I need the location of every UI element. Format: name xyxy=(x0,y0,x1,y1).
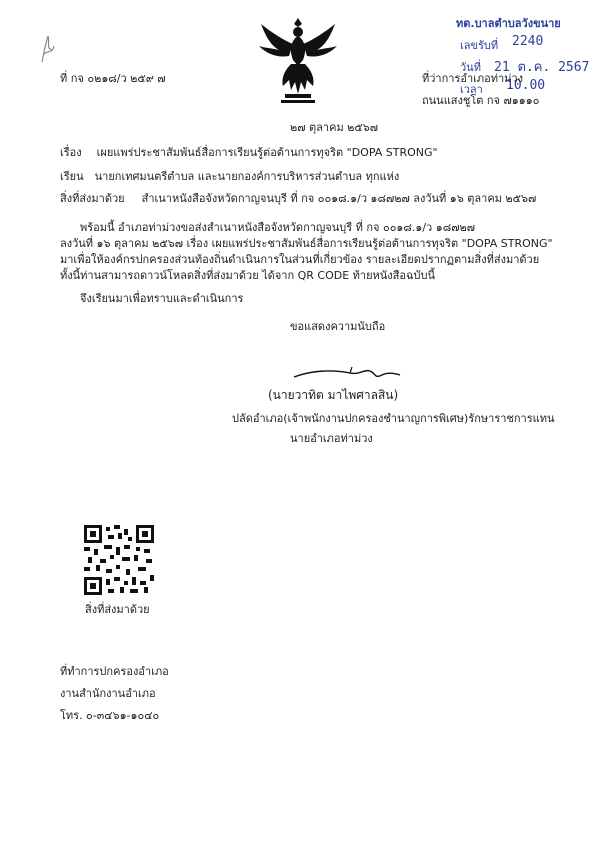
stamp-time-value: 10.00 xyxy=(506,78,546,93)
body-line-3: มาเพื่อให้องค์กรปกครองส่วนท้องถิ่นดำเนินการในส่วนที่เกี่ยวข้อง รายละเอียดปรากฏตามสิ่งที่ส่งมาด้วย xyxy=(60,253,540,266)
document-date: ๒๗ ตุลาคม ๒๕๖๗ xyxy=(290,121,379,134)
signer-position-2: นายอำเภอท่าม่วง xyxy=(290,432,373,445)
stamp-date-label: วันที่ xyxy=(460,61,481,74)
qr-code-icon xyxy=(84,525,154,595)
signer-name: (นายวาทิต มาไพศาลสิน) xyxy=(268,388,399,402)
recipient-label: เรียน xyxy=(60,170,84,183)
stamp-recv-no: 2240 xyxy=(512,34,544,49)
attachment-label: สิ่งที่ส่งมาด้วย xyxy=(60,192,125,205)
stamp-recv-label: เลขรับที่ xyxy=(460,39,499,52)
body-line-2: ลงวันที่ ๑๖ ตุลาคม ๒๕๖๗ เรื่อง เผยแพร่ประชาสัมพันธ์สื่อการเรียนรู้ต่อต้านการทุจริต "DOPA STRONG" xyxy=(60,237,553,250)
body-line-4: ทั้งนี้ท่านสามารถดาวน์โหลดสิ่งที่ส่งมาด้วย ได้จาก QR CODE ท้ายหนังสือฉบับนี้ xyxy=(60,269,435,282)
recipient-row xyxy=(60,170,399,184)
footer-phone: โทร. ๐-๓๔๖๑-๑๐๔๐ xyxy=(60,709,160,722)
body-line-1: พร้อมนี้ อำเภอท่าม่วงขอส่งสำเนาหนังสือจังหวัดกาญจนบุรี ที่ กจ ๐๐๑๘.๑/ว ๑๘๗๒๗ xyxy=(80,221,475,234)
attachment-row xyxy=(60,192,536,206)
office-address-line2: ถนนแสงชูโต กจ ๗๑๑๑๐ xyxy=(422,94,540,107)
signature-scribble xyxy=(290,363,402,385)
attachment-text: สำเนาหนังสือจังหวัดกาญจนบุรี ที่ กจ ๐๐๑๘.๑/ว ๑๘๗๒๗ ลงวันที่ ๑๖ ตุลาคม ๒๕๖๗ xyxy=(141,192,537,205)
footer-line-2: งานสำนักงานอำเภอ xyxy=(60,687,156,700)
qr-caption: สิ่งที่ส่งมาด้วย xyxy=(85,603,150,616)
receipt-stamp xyxy=(432,14,590,104)
footer-line-1: ที่ทำการปกครองอำเภอ xyxy=(60,665,169,678)
body-paragraph xyxy=(60,220,560,284)
subject-row xyxy=(60,146,438,160)
signer-position-1: ปลัดอำเภอ(เจ้าพนักงานปกครองชำนาญการพิเศษ)รักษาราชการแทน xyxy=(232,412,555,425)
closing-request: จึงเรียนมาเพื่อทราบและดำเนินการ xyxy=(80,292,244,305)
garuda-emblem-icon xyxy=(255,14,341,106)
subject-label: เรื่อง xyxy=(60,146,82,159)
office-address-line1: ที่ว่าการอำเภอท่าม่วง xyxy=(422,72,523,85)
stamp-org: ทต.บาลตำบลวังขนาย xyxy=(456,17,561,30)
stamp-time-label: เวลา xyxy=(460,83,483,96)
salutation: ขอแสดงความนับถือ xyxy=(290,320,386,333)
subject-text: เผยแพร่ประชาสัมพันธ์สื่อการเรียนรู้ต่อต้านการทุจริต "DOPA STRONG" xyxy=(96,146,438,159)
reference-number: ที่ กจ ๐๒๑๘/ว ๒๕๙ ๗ xyxy=(60,72,166,85)
handwritten-initials xyxy=(38,32,58,66)
recipient-text: นายกเทศมนตรีตำบล และนายกองค์การบริหารส่วนตำบล ทุกแห่ง xyxy=(94,170,400,183)
stamp-date-value: 21 ต.ค. 2567 xyxy=(494,60,590,75)
